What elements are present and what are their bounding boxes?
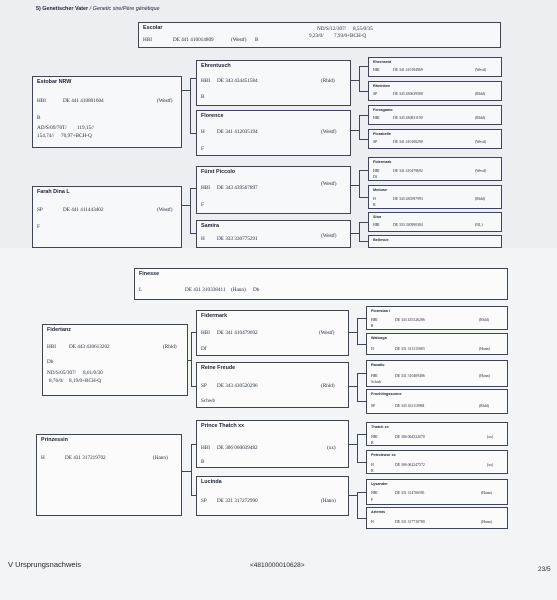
ancestor-box: Samira H DE 333 330775291 (Westf) bbox=[196, 220, 351, 248]
dam-dam-box: Prinzessin H DE 431 317219702 (Hann) bbox=[36, 434, 182, 516]
ancestor-box-small: Fidermark HBI DE 341 410479692 (Westf) Df bbox=[368, 157, 502, 181]
ancestor-box-small: Bellevue bbox=[368, 235, 502, 248]
ancestor-box: Reine Freude SP DE 343 430520296 (Rhld) Schwb bbox=[196, 362, 349, 408]
sire-dam-box: Farah Dina L SP DE 441 411443402 (Westf) F bbox=[32, 186, 182, 248]
ancestor-box-small: Thatch xx HBI DE 306 064322070 (xx) B bbox=[366, 422, 508, 446]
pedigree-sheet-sire bbox=[0, 0, 557, 248]
ancestor-box-small: Lysander HBI DE 331 314706581 (Hann) F bbox=[366, 479, 508, 505]
ancestor-box-small: Walonga H DE 331 311315083 (Hann) bbox=[366, 333, 508, 355]
ancestor-box-small: Petroleuse xx H DE 306 062247572 (xx) B bbox=[366, 450, 508, 474]
ancestor-box: Prince Thatch xx HBI DE 306 060039482 (xx) B bbox=[196, 420, 349, 468]
ancestor-box-small: Froehlingssonne SP DE 343 431110984 (Rhld) bbox=[366, 389, 508, 414]
ancestor-box-small: Meduse H DE 343 430597993 (Rhld) B bbox=[368, 185, 502, 209]
ancestor-box: Lucinda SP DE 331 317272990 (Hann) bbox=[196, 476, 349, 516]
dam-box: Finesse L DE 431 310338411 (Hann) Db bbox=[134, 268, 508, 300]
ancestor-box: Ehrentusch HBI DE 343 434451584 (Rhld) B bbox=[196, 60, 351, 106]
ancestor-box: Florence H DE 341 412035194 (Westf) F bbox=[196, 110, 351, 156]
pedigree-sheet-dam bbox=[0, 248, 557, 600]
ancestor-box-small: Sion HBI DE 333 330990384 (NL) bbox=[368, 212, 502, 232]
ancestor-box: Fürst Piccolo HBI DE 343 439567897 (Westf) F bbox=[196, 166, 351, 214]
ancestor-box-small: Artemis H DE 331 317710780 (Hann) bbox=[366, 507, 508, 529]
ancestor-box-small: Florabelle SP DE 341 410100290 (Westf) bbox=[368, 129, 502, 149]
ancestor-box-small: Ferragamo HBI DE 343 430831190 (Rhld) bbox=[368, 105, 502, 125]
ancestor-box-small: Rheinbee SP DE 343 430639580 (Rhld) bbox=[368, 81, 502, 101]
sire-box: Escolar HBI DE 441 410014809 (Westf) B ND/S/12/307/ 8,55/0/35 9,23/0/ 7,93/0+BCH-Q bbox=[138, 22, 501, 48]
ancestor-box-small: Florestan I HBI DE 343 435126286 (Rhld) R bbox=[366, 306, 508, 330]
page-number: 23/5 bbox=[538, 566, 551, 573]
ancestor-box: Fidermark HBI DE 341 410479692 (Westf) Df bbox=[196, 310, 349, 356]
document-code: <4810000010628> bbox=[250, 562, 305, 569]
dam-sire-box: Fidertanz HBI DE 443 430613202 (Rhld) Db ND/S/05/307/ 8,61/0/30 8,76/0/ 8,19/0+BCH-Q bbox=[42, 324, 188, 396]
sire-sire-box: Estobar NRW HBI DE 441 410801604 (Westf) B AD/S/09/70T/ 119,15// 154,74// 70,97+BCH-Q bbox=[32, 76, 182, 148]
section-title: V Ursprungsnachweis bbox=[8, 560, 81, 569]
ancestor-box-small: Ravallo HBI DE 331 310409486 (Hann) Schwb bbox=[366, 360, 508, 387]
section-heading: 5) Genetischer Vater / Genetic sire/Père génétique bbox=[36, 6, 160, 12]
ancestor-box-small: Ehrenseid HBI DE 341 410184969 (Westf) bbox=[368, 57, 502, 77]
